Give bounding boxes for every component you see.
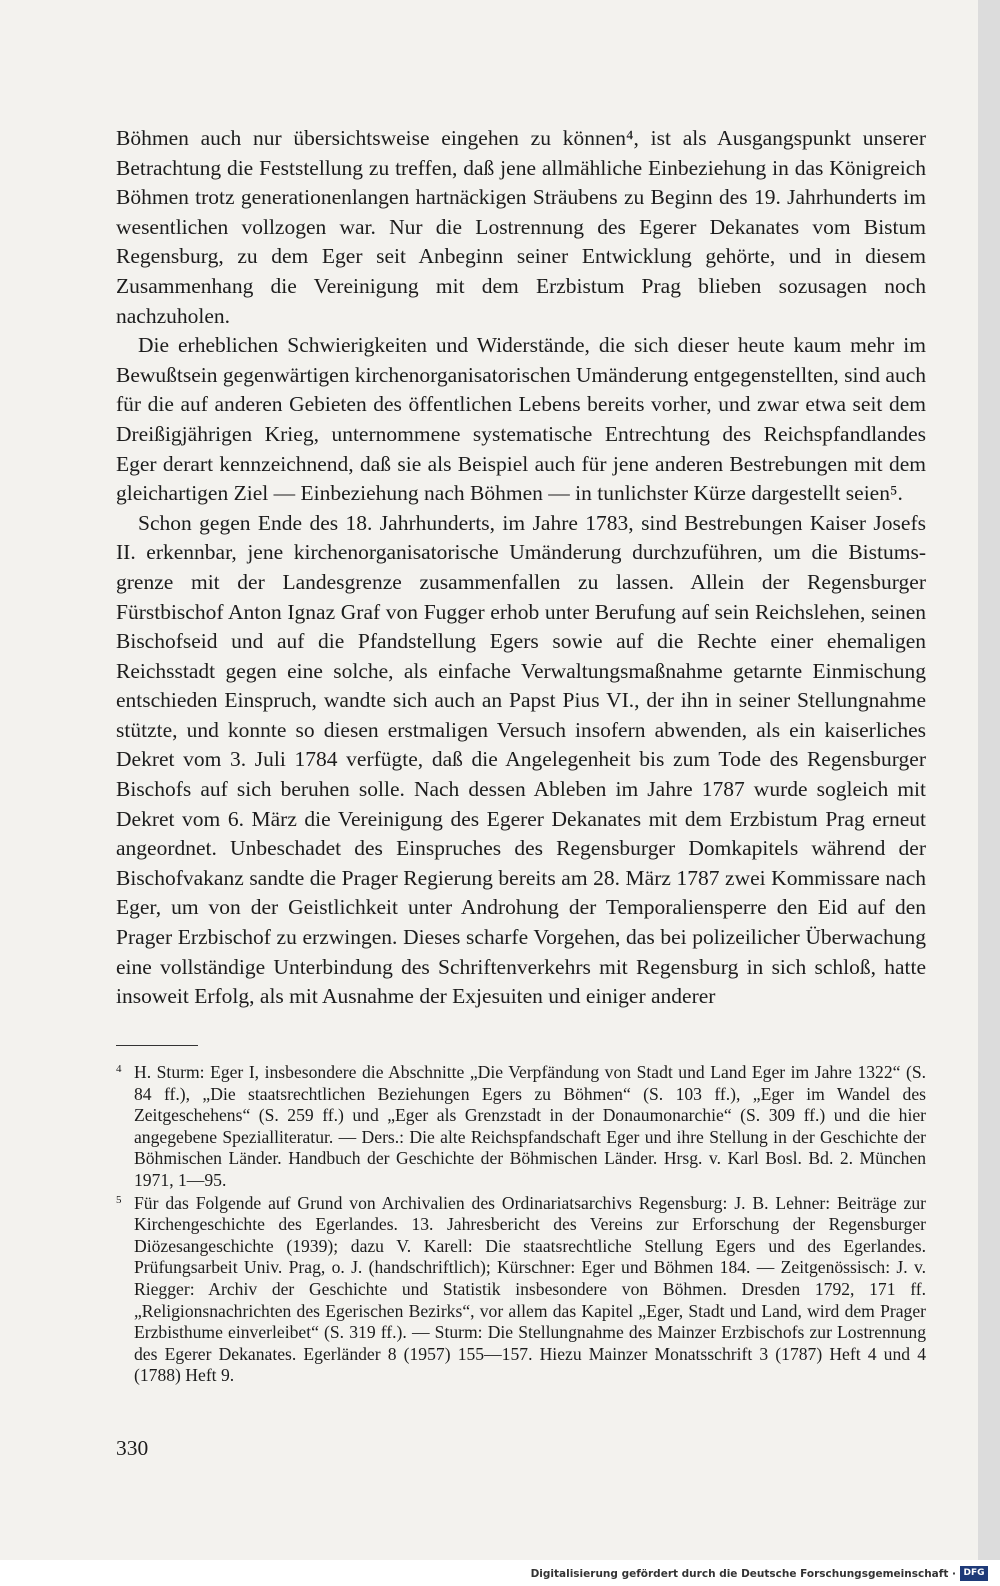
footnote-number: 5 (116, 1193, 122, 1206)
footnotes (116, 1062, 926, 1388)
main-text (116, 124, 926, 1012)
page-number: 330 (116, 1436, 149, 1460)
footnote-5 (116, 1193, 926, 1387)
paragraph-3: Schon gegen Ende des 18. Jahrhunderts, im Jahre 1783, sind Bestrebungen Kaiser Josefs II. erkennbar, jene kirchenorganisatorische Umänderung durchzuführen, um die Bistumsgrenze mit der Landesgrenze zusammenfallen zu lassen. Allein der Regensburger Fürstbischof Anton Ignaz Graf von Fugger erhob unter Berufung auf sein Reichslehen, seinen Bischofseid und auf die Pfandstellung Egers sowie auf die Rechte einer ehemaligen Reichsstadt gegen eine solche, als einfache Verwaltungsmaßnahme getarnte Einmischung entschieden Einspruch, wandte sich auch an Papst Pius VI., der ihn in seiner Stellungnahme stützte, und konnte so diesen erstmaligen Versuch insofern abwenden, als ein kaiserliches Dekret vom 3. Juli 1784 verfügte, daß die Angelegenheit bis zum Tode des Regensburger Bischofs auf sich beruhen solle. Nach dessen Ableben im Jahre 1787 wurde sogleich mit Dekret vom 6. März die Vereinigung des Egerer Dekanates mit dem Erzbistum Prag erneut angeordnet. Unbeschadet des Einspruches des Regensburger Domkapitels während der Bischofvakanz sandte die Prager Regierung bereits am 28. März 1787 zwei Kommissare nach Eger, um von der Geistlichkeit unter Androhung der Temporaliensperre den Eid auf den Prager Erzbischof zu erzwingen. Dieses scharfe Vorgehen, das bei polizeilicher Überwachung eine vollständige Unterbindung des Schriftenverkehrs mit Regensburg in sich schloß, hatte insoweit Erfolg, als mit Ausnahme der Exjesuiten und einiger anderer (116, 510, 926, 1009)
paragraph-2: Die erheblichen Schwierigkeiten und Widerstände, die sich dieser heute kaum mehr im Bewußtsein gegenwärtigen kirchenorganisatorischen Umänderung entgegenstellten, sind auch für die auf anderen Gebieten des öffentlichen Lebens bereits vorher, und zwar etwa seit dem Dreißigjährigen Krieg, unternommene systematische Entrechtung des Reichspfandlandes Eger derart kennzeichnend, daß sie als Beispiel auch für jene anderen Bestrebungen mit dem gleichartigen Ziel — Einbeziehung nach Böhmen — in tunlichster Kürze dargestellt seien⁵. (116, 333, 926, 506)
footnote-number: 4 (116, 1063, 122, 1075)
footnote-text: Für das Folgende auf Grund von Archivalien des Ordinariatsarchivs Regensburg: J. B. Lehner: Beiträge zur Kirchengeschichte des Egerlandes. 13. Jahresbericht des Vereins zur Erforschung der Regensburger Diözesangeschichte (1939); dazu V. Karell: Die staatsrechtliche Stellung Egers und des Egerlandes. Prüfungsarbeit Univ. Prag, o. J. (handschriftlich); Kürschner: Eger und Böhmen 184. — Zeitgenössisch: J. v. Riegger: Archiv der Geschichte und Statistik insbesondere von Böhmen. Dresden 1792, 171 ff. „Religionsnachrichten des Egerischen Bezirks“, vor allem das Kapitel „Eger, Stadt und Land, wird dem Prager Erzbisthume einverleibet“ (S. 319 ff.). — Sturm: Die Stellungnahme des Mainzer Erzbischofs zur Lostrennung des Egerer Dekanates. Egerländer 8 (1957) 155—157. Hiezu Mainzer Monatsschrift 3 (1787) Heft 4 und 4 (1788) Heft 9. (134, 1192, 926, 1386)
footnote-4 (116, 1062, 926, 1192)
footnote-text: H. Sturm: Eger I, insbesondere die Abschnitte „Die Verpfändung von Stadt und Land Eger im Jahre 1322“ (S. 84 ff.), „Die staatsrechtlichen Beziehungen Egers zu Böhmen“ (S. 103 ff.), „Eger im Wandel des Zeitgeschehens“ (S. 259 ff.) und „Eger als Grenzstadt in der Donaumonarchie“ (S. 309 ff.) und die hier angegebene Spezialliteratur. — Ders.: Die alte Reichspfandschaft Eger und ihre Stellung in der Geschichte der Böhmischen Länder. Handbuch der Geschichte der Böhmischen Länder. Hrsg. v. Karl Bosl. Bd. 2. München 1971, 1—95. (134, 1062, 926, 1190)
digitization-credit: Digitalisierung gefördert durch die Deutsche Forschungsgemeinschaft · (530, 1568, 956, 1580)
dfg-logo-icon: DFG (960, 1566, 988, 1581)
footnote-divider (116, 1045, 198, 1046)
paragraph-1: Böhmen auch nur übersichtsweise eingehen zu können⁴, ist als Ausgangspunkt unserer Betrachtung die Feststellung zu treffen, daß jene allmähliche Einbeziehung in das Königreich Böhmen trotz generationenlangen hartnäckigen Sträubens zu Beginn des 19. Jahrhunderts im wesentlichen vollzogen war. Nur die Lostrennung des Egerer Dekanates vom Bistum Regensburg, zu dem Eger seit Anbeginn seiner Entwicklung gehörte, und in diesem Zusammenhang die Vereinigung mit dem Erzbistum Prag blieben sozusagen noch nachzuholen. (116, 126, 926, 328)
